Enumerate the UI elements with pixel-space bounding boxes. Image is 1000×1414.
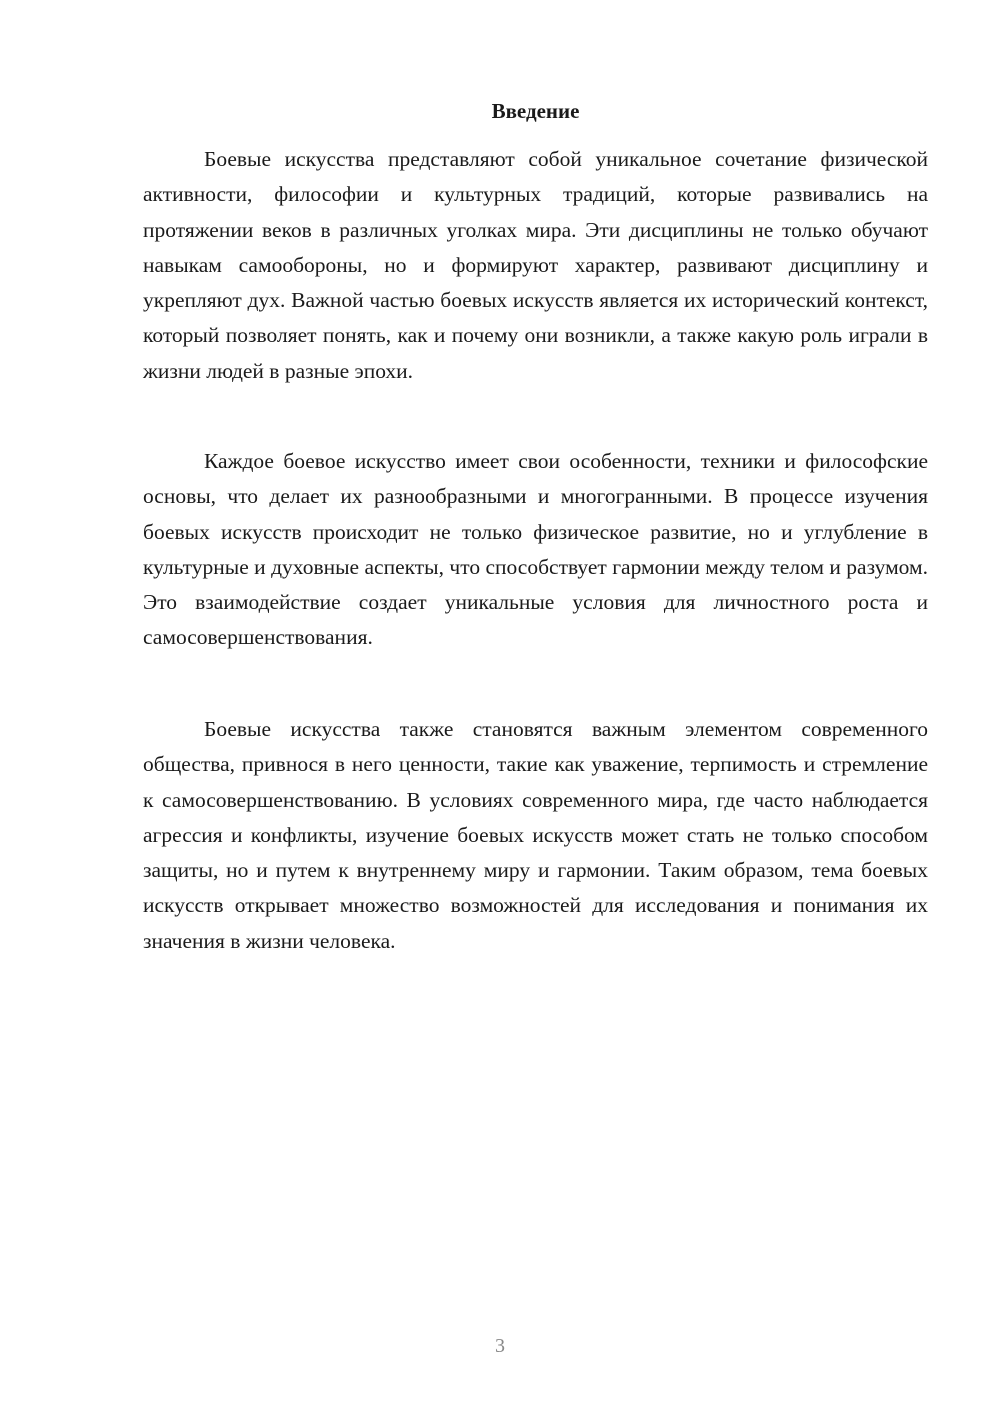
paragraph-1: Боевые искусства представляют собой уникальное сочетание физической активности, философии и культурных традиций, которые развивались на протяжении веков в различных уголках мира. Эти дисциплины не только обучают навыкам самообороны, но и формируют характер, развивают дисциплину и укрепляют дух. Важной частью боевых искусств является их исторический контекст, который позволяет понять, как и почему они возникли, а также какую роль играли в жизни людей в разные эпохи. [143,147,928,383]
section-heading: Введение [491,99,580,123]
page-number: 3 [495,1335,505,1357]
paragraph-3: Боевые искусства также становятся важным элементом современного общества, привнося в него ценности, такие как уважение, терпимость и стремление к самосовершенствованию. В условиях современного мира, где часто наблюдается агрессия и конфликты, изучение боевых искусств может стать не только способом защиты, но и путем к внутреннему миру и гармонии. Таким образом, тема боевых искусств открывает множество возможностей для исследования и понимания их значения в жизни человека. [143,717,928,953]
paragraph-2: Каждое боевое искусство имеет свои особенности, техники и философские основы, что делает их разнообразными и многогранными. В процессе изучения боевых искусств происходит не только физическое развитие, но и углубление в культурные и духовные аспекты, что способствует гармонии между телом и разумом. Это взаимодействие создает уникальные условия для личностного роста и самосовершенствования. [143,449,928,650]
